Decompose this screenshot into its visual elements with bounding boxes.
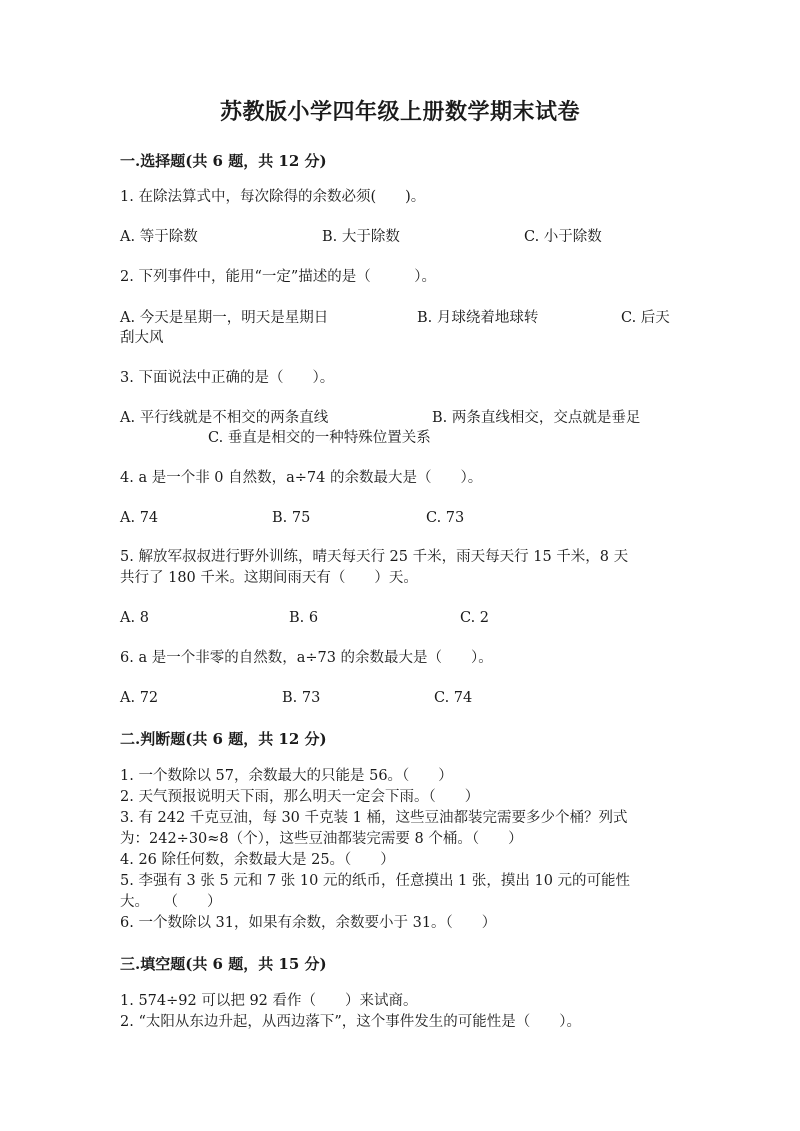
section-heading-true-false: 二.判断题(共 6 题，共 12 分)	[120, 730, 327, 748]
question-stem: 3. 下面说法中正确的是（ ）。	[120, 370, 335, 386]
question-stem-continued: 共行了 180 千米。这期间雨天有（ ）天。	[120, 570, 418, 586]
option-c: C. 2	[460, 610, 490, 626]
option-a: A. 72	[120, 690, 159, 706]
question-stem: 1. 在除法算式中，每次除得的余数必须( )。	[120, 189, 426, 205]
list-item: 2. “太阳从东边升起，从西边落下”，这个事件发生的可能性是（ ）。	[120, 1014, 582, 1030]
list-item: 2. 天气预报说明天下雨，那么明天一定会下雨。（ ）	[120, 789, 480, 805]
section-heading-fill-in: 三.填空题(共 6 题，共 15 分)	[120, 955, 327, 973]
question-stem: 6. a 是一个非零的自然数，a÷73 的余数最大是（ ）。	[120, 650, 493, 666]
option-a: A. 74	[120, 510, 159, 526]
section-heading-choice: 一.选择题(共 6 题，共 12 分)	[120, 152, 327, 170]
option-a: A. 等于除数	[120, 229, 198, 245]
option-c: C. 74	[434, 690, 473, 706]
list-item: 1. 574÷92 可以把 92 看作（ ）来试商。	[120, 993, 418, 1009]
option-c: C. 后天	[621, 310, 670, 326]
option-b: B. 两条直线相交，交点就是垂足	[432, 410, 641, 426]
list-item: 4. 26 除任何数，余数最大是 25。（ ）	[120, 852, 395, 868]
option-b: B. 大于除数	[322, 229, 400, 245]
option-b: B. 73	[282, 690, 321, 706]
option-a: A. 今天是星期一，明天是星期日	[120, 310, 329, 326]
list-item: 5. 李强有 3 张 5 元和 7 张 10 元的纸币，任意摸出 1 张，摸出 10 元的可能性	[120, 873, 631, 889]
question-stem: 5. 解放军叔叔进行野外训练，晴天每天行 25 千米，雨天每天行 15 千米，8 天	[120, 549, 629, 565]
list-item: 1. 一个数除以 57，余数最大的只能是 56。（ ）	[120, 768, 453, 784]
option-a: A. 8	[120, 610, 149, 626]
page-title: 苏教版小学四年级上册数学期末试卷	[219, 99, 580, 125]
option-b: B. 月球绕着地球转	[417, 310, 539, 326]
option-b: B. 75	[272, 510, 311, 526]
list-item-continued: 大。 （ ）	[120, 894, 222, 910]
list-item: 3. 有 242 千克豆油，每 30 千克装 1 桶，这些豆油都装完需要多少个桶？列式	[120, 810, 628, 826]
option-c: C. 73	[426, 510, 465, 526]
option-c: C. 垂直是相交的一种特殊位置关系	[208, 430, 431, 446]
question-stem: 2. 下列事件中，能用“一定”描述的是（ ）。	[120, 269, 437, 285]
list-item: 6. 一个数除以 31，如果有余数，余数要小于 31。（ ）	[120, 915, 497, 931]
list-item-continued: 为：242÷30≈8（个），这些豆油都装完需要 8 个桶。（ ）	[120, 831, 523, 847]
option-c-continued: 刮大风	[120, 330, 164, 346]
question-stem: 4. a 是一个非 0 自然数，a÷74 的余数最大是（ ）。	[120, 470, 483, 486]
option-c: C. 小于除数	[524, 229, 602, 245]
option-a: A. 平行线就是不相交的两条直线	[120, 410, 329, 426]
option-b: B. 6	[289, 610, 319, 626]
